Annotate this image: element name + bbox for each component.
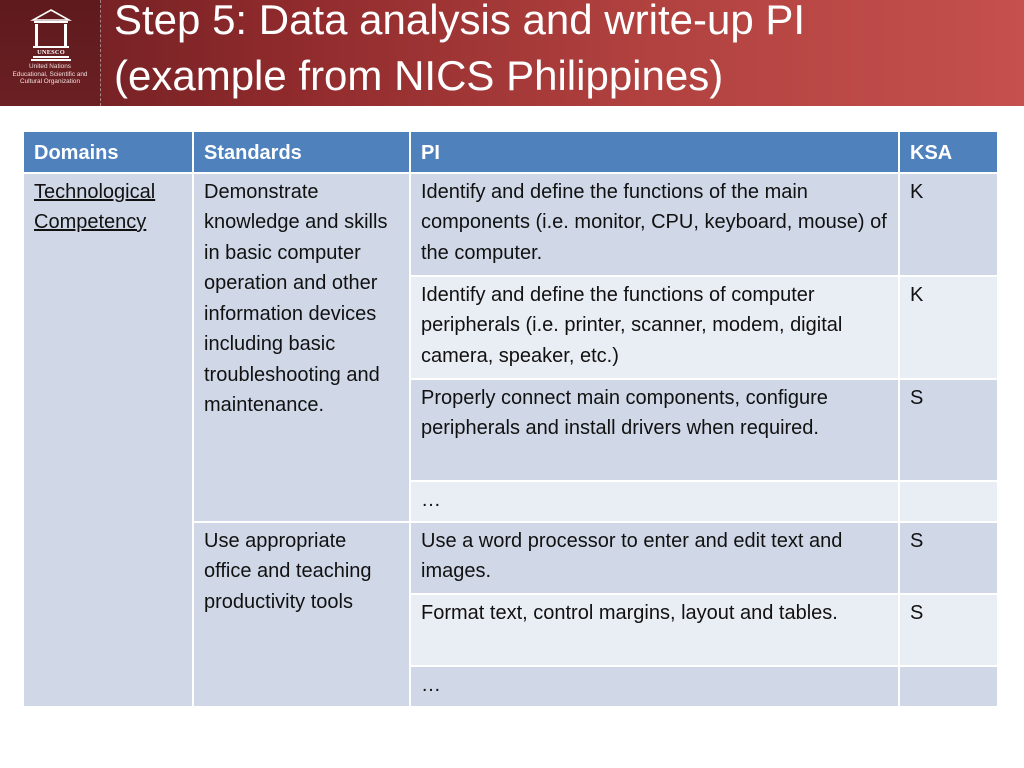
standard-cell-1: Demonstrate knowledge and skills in basic computer operation and other information devices including basic troubleshooting and maintenance. — [193, 173, 410, 522]
slide-title-line-2: (example from NICS Philippines) — [114, 52, 724, 99]
title-banner — [0, 0, 1024, 106]
pi-cell: Properly connect main components, configure peripherals and install drivers when required. — [410, 379, 899, 481]
column-header-standards: Standards — [193, 131, 410, 173]
slide-title-line-1: Step 5: Data analysis and write-up PI — [114, 0, 806, 43]
ksa-cell: K — [899, 173, 998, 276]
logo-caption-line: United Nations — [29, 63, 71, 70]
ksa-cell — [899, 481, 998, 522]
column-header-pi: PI — [410, 131, 899, 173]
domain-link[interactable]: Technological Competency — [34, 180, 156, 233]
pi-table-container — [22, 130, 997, 708]
pi-table — [22, 130, 999, 708]
pi-cell: Use a word processor to enter and edit text and images. — [410, 522, 899, 594]
standard-cell-2: Use appropriate office and teaching productivity tools — [193, 522, 410, 707]
unesco-logo — [0, 0, 101, 106]
table-header-row — [23, 131, 998, 173]
pi-cell: … — [410, 666, 899, 707]
column-header-ksa: KSA — [899, 131, 998, 173]
domain-cell — [23, 173, 193, 707]
pi-cell: … — [410, 481, 899, 522]
logo-caption-line: Educational, Scientific and — [12, 70, 88, 78]
ksa-cell: S — [899, 379, 998, 481]
pi-cell: Identify and define the functions of the main components (i.e. monitor, CPU, keyboard, mouse) of the computer. — [410, 173, 899, 276]
logo-caption — [2, 63, 98, 86]
ksa-cell — [899, 666, 998, 707]
temple-logo-icon — [30, 8, 72, 62]
logo-caption-line: Cultural Organization — [19, 78, 81, 85]
table-row — [23, 173, 998, 276]
ksa-cell: S — [899, 522, 998, 594]
ksa-cell: K — [899, 276, 998, 379]
pi-cell: Identify and define the functions of computer peripherals (i.e. printer, scanner, modem, digital camera, speaker, etc.) — [410, 276, 899, 379]
slide-title — [114, 0, 1014, 104]
svg-text:UNESCO: UNESCO — [37, 49, 65, 56]
column-header-domains: Domains — [23, 131, 193, 173]
pi-cell: Format text, control margins, layout and tables. — [410, 594, 899, 666]
ksa-cell: S — [899, 594, 998, 666]
